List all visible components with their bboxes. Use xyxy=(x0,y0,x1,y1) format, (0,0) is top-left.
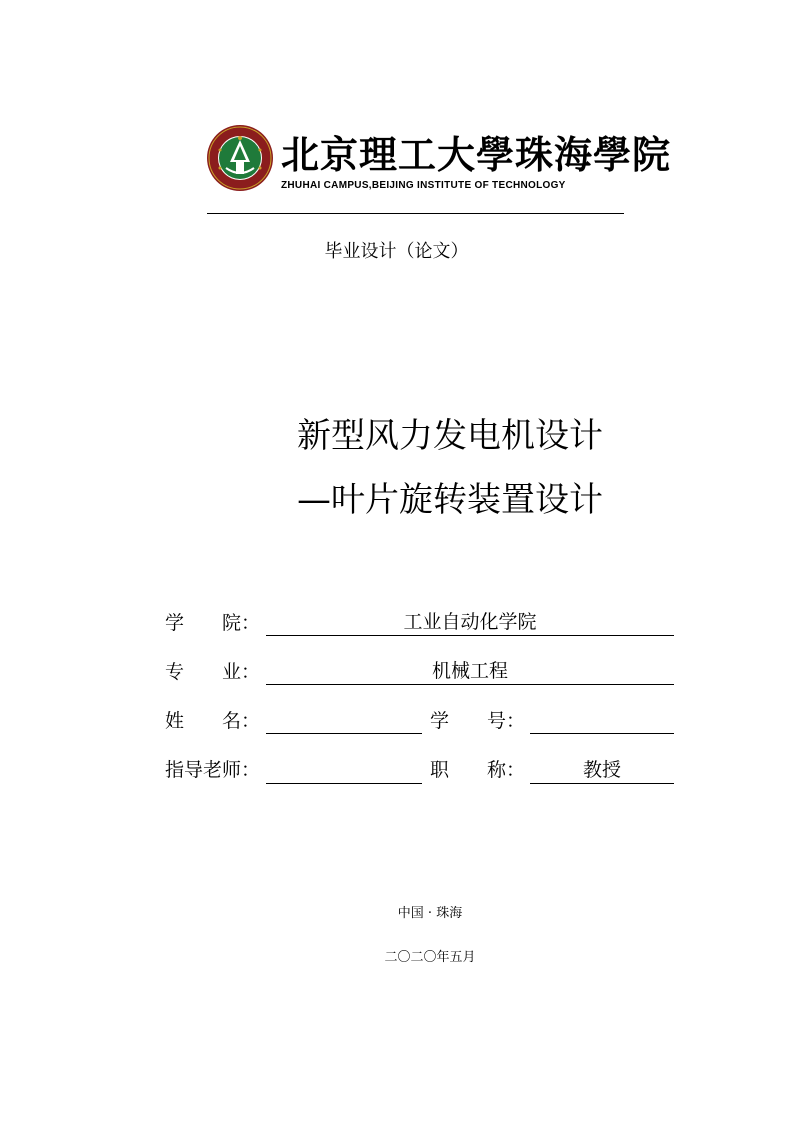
thesis-title-line-2: —叶片旋转装置设计 xyxy=(297,480,603,520)
major-value: 机械工程 xyxy=(266,659,674,685)
professional-title-label: 职 称： xyxy=(430,759,526,781)
student-id-value xyxy=(530,708,674,734)
footer-date: 二〇二〇年五月 xyxy=(384,950,476,965)
student-id-label: 学 号： xyxy=(430,710,526,732)
name-value xyxy=(266,708,422,734)
professional-title-value: 教授 xyxy=(530,758,674,784)
major-label: 专 业： xyxy=(165,661,261,683)
footer-location: 中国 · 珠海 xyxy=(397,906,463,921)
thesis-title-line-1: 新型风力发电机设计 xyxy=(297,416,603,456)
name-label: 姓 名： xyxy=(165,710,261,732)
school-seal-logo xyxy=(206,124,274,192)
college-label: 学 院： xyxy=(165,612,261,634)
school-name-cn: 北京理工大學珠海學院 xyxy=(281,132,672,177)
school-name-en: ZHUHAI CAMPUS,BEIJING INSTITUTE OF TECHNOLOGY xyxy=(281,180,566,191)
document-type: 毕业设计（论文） xyxy=(324,241,469,262)
college-value: 工业自动化学院 xyxy=(266,610,674,636)
header-divider xyxy=(207,213,624,214)
advisor-value xyxy=(266,758,422,784)
advisor-label: 指导老师： xyxy=(165,759,261,781)
